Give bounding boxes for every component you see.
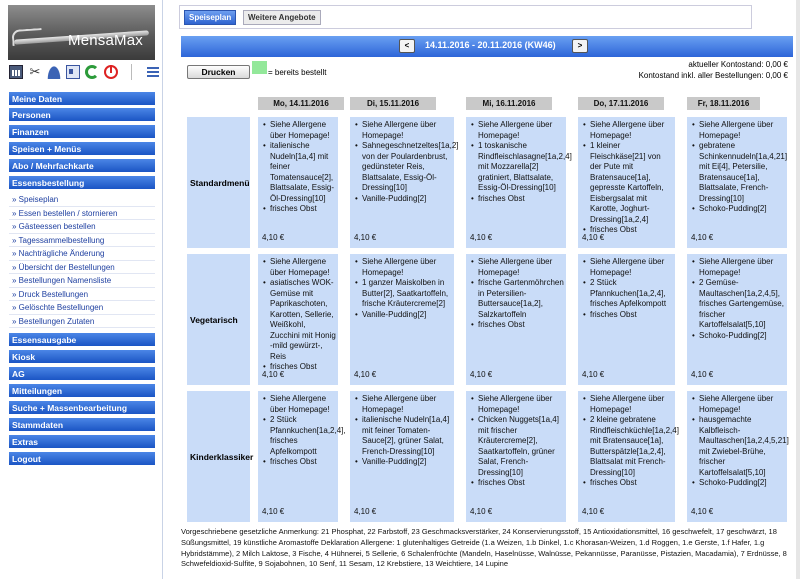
menu-item: • Vanille-Pudding[2] bbox=[354, 310, 452, 321]
scrollbar[interactable] bbox=[796, 0, 800, 579]
nav-abo-mehrfachkarte[interactable]: Abo / Mehrfachkarte bbox=[9, 159, 155, 173]
menu-item: • Siehe Allergene über Homepage! bbox=[262, 257, 336, 278]
menu-item: • frisches Obst bbox=[262, 362, 336, 373]
tab-bar bbox=[179, 5, 752, 29]
subnav-uebersicht-bestellungen[interactable]: » Übersicht der Bestellungen bbox=[9, 261, 155, 275]
menu-item: • 2 Stück Pfannkuchen[1a,2,4], frisches Apfelkompott bbox=[582, 278, 673, 310]
menu-item-list bbox=[466, 254, 566, 331]
menu-item: • italienische Nudeln[1a,4] mit feiner Tomaten-Sauce[2], grüner Salat, French-Dressing[10] bbox=[354, 415, 452, 457]
menu-item: • frisches Obst bbox=[470, 194, 564, 205]
menu-price: 4,10 € bbox=[470, 232, 493, 242]
menu-item: • 2 Gemüse-Maultaschen[1a,2,4,5], frisches Gartengemüse, frischer Kartoffelsalat[5,10] bbox=[691, 278, 785, 331]
nav-extras[interactable]: Extras bbox=[9, 435, 155, 449]
menu-item: • Siehe Allergene über Homepage! bbox=[262, 394, 336, 415]
nav-speisen-menus[interactable]: Speisen + Menüs bbox=[9, 142, 155, 156]
menu-price: 4,10 € bbox=[354, 506, 377, 516]
day-header-fr: Fr, 18.11.2016 bbox=[687, 97, 760, 110]
menu-item: • frisches Obst bbox=[262, 204, 336, 215]
menu-cell[interactable] bbox=[578, 117, 675, 248]
cutlery-icon[interactable]: ✂ bbox=[29, 64, 41, 79]
main-content bbox=[174, 0, 800, 579]
toolbar-divider bbox=[131, 64, 132, 80]
row-label-text: Vegetarisch bbox=[190, 314, 238, 325]
mensamax-logo[interactable] bbox=[8, 5, 155, 60]
refresh-icon[interactable] bbox=[85, 65, 99, 79]
left-sidebar bbox=[0, 0, 163, 579]
menu-item-list bbox=[578, 391, 679, 489]
nav-kiosk[interactable]: Kiosk bbox=[9, 350, 155, 364]
nav-suche-massenbearbeitung[interactable]: Suche + Massenbearbeitung bbox=[9, 401, 155, 415]
subnav-bestellungen-zutaten[interactable]: » Bestellungen Zutaten bbox=[9, 315, 155, 329]
menu-item: • Siehe Allergene über Homepage! bbox=[470, 257, 564, 278]
balance-incl-orders: Kontostand inkl. aller Bestellungen: 0,00 € bbox=[638, 71, 788, 80]
week-label: 14.11.2016 - 20.11.2016 (KW46) bbox=[425, 40, 556, 50]
menu-cell[interactable] bbox=[466, 254, 566, 385]
nav-meine-daten[interactable]: Meine Daten bbox=[9, 92, 155, 106]
menu-item: • frisches Obst bbox=[262, 457, 336, 468]
menu-price: 4,10 € bbox=[691, 369, 714, 379]
menu-item: • Siehe Allergene über Homepage! bbox=[691, 394, 785, 415]
menu-cell[interactable] bbox=[350, 391, 454, 522]
subnav-geloeschte-bestellungen[interactable]: » Gelöschte Bestellungen bbox=[9, 301, 155, 315]
menu-item: • Siehe Allergene über Homepage! bbox=[582, 257, 673, 278]
menu-item: • Schoko-Pudding[2] bbox=[691, 331, 785, 342]
menu-item: • Siehe Allergene über Homepage! bbox=[582, 394, 673, 415]
next-week-button[interactable]: > bbox=[572, 39, 588, 53]
toolbar-icons bbox=[9, 64, 159, 80]
menu-cell[interactable] bbox=[258, 117, 338, 248]
menu-item: • hausgemachte Kalbfleisch-Maultaschen[1a,2,4,5,21] mit Zwiebel-Brühe, frischer Kartoffelsalat[5,10] bbox=[691, 415, 785, 478]
day-header-do: Do, 17.11.2016 bbox=[578, 97, 664, 110]
tab-speiseplan[interactable]: Speiseplan bbox=[184, 10, 236, 25]
ordered-legend-swatch bbox=[252, 61, 267, 74]
menu-item-list bbox=[258, 117, 338, 215]
menu-price: 4,10 € bbox=[354, 232, 377, 242]
menu-item: • asiatisches WOK-Gemüse mit Paprikaschoten, Karotten, Sellerie, Weißkohl, Zucchini mit Honig -mild gewürzt-, Reis bbox=[262, 278, 336, 362]
menu-price: 4,10 € bbox=[262, 232, 285, 242]
menu-item: • Vanille-Pudding[2] bbox=[354, 194, 452, 205]
menu-item: • Siehe Allergene über Homepage! bbox=[582, 120, 673, 141]
menu-item: • 1 kleiner Fleischkäse[21] von der Pute mit Bratensauce[1a], gepresste Kartoffeln, Eisbergsalat mit Karotte, Joghurt-Dressing[1a,2,4] bbox=[582, 141, 673, 225]
menu-item-list bbox=[350, 117, 459, 204]
menu-item: • Sahnegeschnetzeltes[1a,2] von der Poulardenbrust, gedünsteter Reis, Blattsalate, Essig-Öl-Dressing[10] bbox=[354, 141, 452, 194]
subnav-speiseplan[interactable]: » Speiseplan bbox=[9, 193, 155, 207]
subnav-bestellungen-namensliste[interactable]: » Bestellungen Namensliste bbox=[9, 274, 155, 288]
menu-item: • frisches Obst bbox=[470, 320, 564, 331]
menu-cell[interactable] bbox=[350, 254, 454, 385]
nav-mitteilungen[interactable]: Mitteilungen bbox=[9, 384, 155, 398]
subnav-tagessammelbestellung[interactable]: » Tagessammelbestellung bbox=[9, 234, 155, 248]
day-header-mi: Mi, 16.11.2016 bbox=[466, 97, 552, 110]
menu-item: • Schoko-Pudding[2] bbox=[691, 478, 785, 489]
menu-icon[interactable] bbox=[147, 67, 159, 77]
prev-week-button[interactable]: < bbox=[399, 39, 415, 53]
allergen-footnote: Vorgeschriebene gesetzliche Anmerkung: 21 Phosphat, 22 Farbstoff, 23 Geschmacksverstärker, 24 Konservierungsstoff, 15 Antioxidationsmittel, 16 geschwefelt, 17 geschwärzt, 18 Süßungsmittel, 19 künstliche Aromastoffe Deklaration Allergene: 1 glutenhaltiges Getreide (1.a Weizen, 1.b Dinkel, 1.c Khorasan-Weizen, 1.d Roggen, 1.e Gerste, 1.f Hafer, 1.g Hybridstämme), 2 Milch Laktose, 3 Fische, 4 Hühnerei, 5 Sellerie, 6 Schalenfrüchte (Mandeln, Haselnüsse, Walnüsse, Pekannüsse, Paranüsse, Pistazien, Macadamia), 7 Erdnüsse, 8 Schwefeldioxid-Sulfite, 9 Sojabohnen, 10 Senf, 11 Sesam, 12 Krebstiere, 13 Weichtiere, 14 Lupine bbox=[181, 527, 787, 569]
menu-item: • 1 toskanische Rindfleischlasagne[1a,2,4] mit Mozzarella[2] gratiniert, Blattsalate, Essig-Öl-Dressing[10] bbox=[470, 141, 564, 194]
menu-item: • 1 ganzer Maiskolben in Butter[2], Saatkartoffeln, frische Kräutercreme[2] bbox=[354, 278, 452, 310]
menu-item-list bbox=[687, 391, 787, 489]
menu-item: • frisches Obst bbox=[470, 478, 564, 489]
menu-price: 4,10 € bbox=[582, 232, 605, 242]
menu-item: • frisches Obst bbox=[582, 478, 673, 489]
menu-item-list bbox=[687, 254, 787, 341]
menu-item: • Schoko-Pudding[2] bbox=[691, 204, 785, 215]
menu-item-list bbox=[258, 391, 346, 468]
menu-item: • Siehe Allergene über Homepage! bbox=[354, 257, 452, 278]
menu-item: • gebratene Schinkennudeln[1a,4,21] mit Ei[4], Petersilie, Bratensauce[1a], Blattsalate, French-Dressing[10] bbox=[691, 141, 785, 204]
menu-item: • frisches Obst bbox=[582, 310, 673, 321]
nav-ag[interactable]: AG bbox=[9, 367, 155, 381]
menu-item: • 2 kleine gebratene Rindfleischküchle[1a,2,4] mit Bratensauce[1a], Butterspätzle[1a,2,4], Blattsalat mit French-Dressing[10] bbox=[582, 415, 673, 478]
menu-item: • Siehe Allergene über Homepage! bbox=[691, 257, 785, 278]
menu-item: • frische Gartenmöhrchen in Petersilien-Buttersauce[1a,2], Salzkartoffeln bbox=[470, 278, 564, 320]
row-label-text: Standardmenü bbox=[190, 177, 250, 188]
subnav-nachtraegliche-aenderung[interactable]: » Nachträgliche Änderung bbox=[9, 247, 155, 261]
menu-item-list bbox=[578, 254, 675, 320]
nav-logout[interactable]: Logout bbox=[9, 452, 155, 466]
menu-cell[interactable] bbox=[466, 391, 566, 522]
menu-price: 4,10 € bbox=[470, 506, 493, 516]
row-label-text: Kinderklassiker bbox=[190, 451, 254, 462]
menu-item-list bbox=[350, 391, 454, 468]
menu-price: 4,10 € bbox=[470, 369, 493, 379]
row-label bbox=[187, 391, 254, 522]
week-navigation bbox=[181, 36, 793, 57]
menu-cell[interactable] bbox=[687, 254, 787, 385]
menu-item: • frisches Obst bbox=[582, 225, 673, 236]
menu-item-list bbox=[466, 117, 572, 204]
logo-text: MensaMax bbox=[68, 32, 143, 49]
menu-item: • Chicken Nuggets[1a,4] mit frischer Kräutercreme[2], Saatkartoffeln, grüner Salat, French-Dressing[10] bbox=[470, 415, 564, 478]
nav-essensausgabe[interactable]: Essensausgabe bbox=[9, 333, 155, 347]
menu-cell[interactable] bbox=[258, 254, 338, 385]
menu-cell[interactable] bbox=[466, 117, 572, 248]
menu-item-list bbox=[350, 254, 454, 320]
menu-price: 4,10 € bbox=[354, 369, 377, 379]
menu-price: 4,10 € bbox=[262, 369, 285, 379]
menu-item-list bbox=[687, 117, 787, 215]
menu-item: • Siehe Allergene über Homepage! bbox=[354, 120, 452, 141]
tab-weitere-angebote[interactable]: Weitere Angebote bbox=[243, 10, 321, 25]
day-header-di: Di, 15.11.2016 bbox=[350, 97, 436, 110]
subnav-gaesteessen[interactable]: » Gästeessen bestellen bbox=[9, 220, 155, 234]
menu-item-list bbox=[258, 254, 338, 373]
menu-item: • Siehe Allergene über Homepage! bbox=[470, 120, 564, 141]
menu-cell[interactable] bbox=[258, 391, 346, 522]
menu-cell[interactable] bbox=[578, 254, 675, 385]
power-off-icon[interactable] bbox=[104, 65, 118, 79]
menu-item-list bbox=[466, 391, 566, 489]
calendar-icon[interactable] bbox=[9, 65, 23, 79]
current-balance: aktueller Kontostand: 0,00 € bbox=[688, 60, 788, 69]
ordered-legend-text: = bereits bestellt bbox=[268, 68, 327, 77]
row-label bbox=[187, 254, 250, 385]
subnav-essen-bestellen[interactable]: » Essen bestellen / stornieren bbox=[9, 207, 155, 221]
user-icon[interactable] bbox=[47, 65, 61, 79]
menu-item: • Vanille-Pudding[2] bbox=[354, 457, 452, 468]
row-label bbox=[187, 117, 250, 248]
menu-item: • Siehe Allergene über Homepage! bbox=[262, 120, 336, 141]
menu-item: • 2 Stück Pfannkuchen[1a,2,4], frisches Apfelkompott bbox=[262, 415, 336, 457]
menu-price: 4,10 € bbox=[691, 232, 714, 242]
menu-price: 4,10 € bbox=[691, 506, 714, 516]
nav-finanzen[interactable]: Finanzen bbox=[9, 125, 155, 139]
menu-item: • Siehe Allergene über Homepage! bbox=[470, 394, 564, 415]
menu-item-list bbox=[578, 117, 675, 236]
menu-item: • Siehe Allergene über Homepage! bbox=[691, 120, 785, 141]
print-button[interactable]: Drucken bbox=[187, 65, 250, 79]
id-card-icon[interactable] bbox=[66, 65, 80, 79]
menu-item: • italienische Nudeln[1a,4] mit feiner Tomatensauce[2], Blattsalate, Essig-Öl-Dressing[10] bbox=[262, 141, 336, 204]
menu-cell[interactable] bbox=[687, 117, 787, 248]
menu-cell[interactable] bbox=[687, 391, 787, 522]
menu-cell[interactable] bbox=[578, 391, 679, 522]
subnav-druck-bestellungen[interactable]: » Druck Bestellungen bbox=[9, 288, 155, 302]
menu-price: 4,10 € bbox=[582, 369, 605, 379]
menu-cell[interactable] bbox=[350, 117, 459, 248]
nav-stammdaten[interactable]: Stammdaten bbox=[9, 418, 155, 432]
nav-essensbestellung[interactable]: Essensbestellung bbox=[9, 176, 155, 190]
day-header-mo: Mo, 14.11.2016 bbox=[258, 97, 344, 110]
nav-personen[interactable]: Personen bbox=[9, 108, 155, 122]
menu-item: • Siehe Allergene über Homepage! bbox=[354, 394, 452, 415]
menu-price: 4,10 € bbox=[262, 506, 285, 516]
menu-price: 4,10 € bbox=[582, 506, 605, 516]
